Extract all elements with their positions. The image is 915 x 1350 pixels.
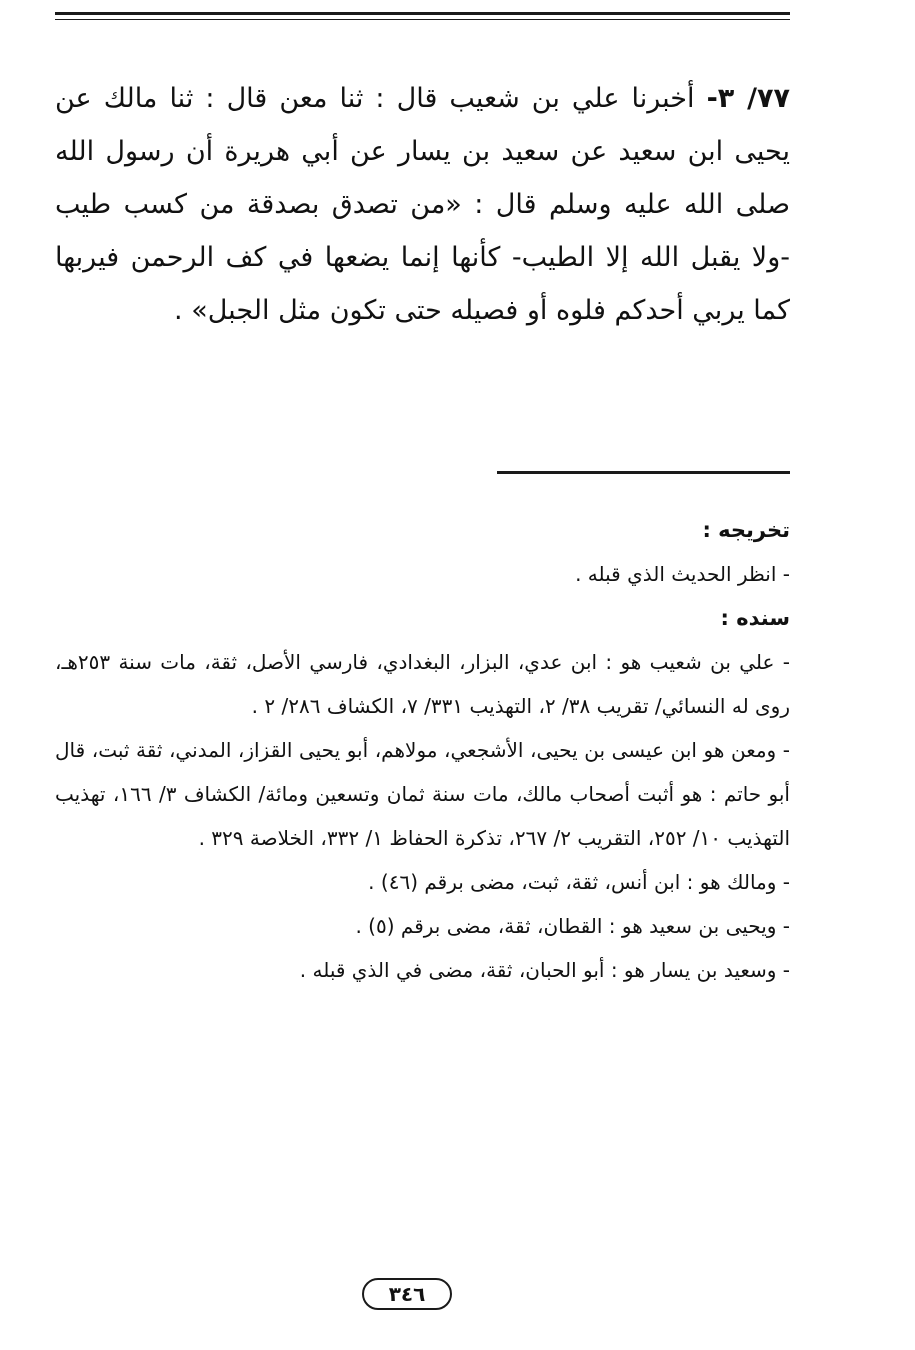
sanad-item-said: - وسعيد بن يسار هو : أبو الحبان، ثقة، مضى في الذي قبله . xyxy=(299,958,790,982)
hadith-text xyxy=(55,72,790,337)
takhrij-item: - انظر الحديث الذي قبله . xyxy=(575,562,790,586)
header-rule-thin xyxy=(55,19,790,20)
sanad-item-malik: - ومالك هو : ابن أنس، ثقة، ثبت، مضى برقم (٤٦) . xyxy=(368,870,790,894)
header-rule-thick xyxy=(55,12,790,15)
sanad-item-maan: - ومعن هو ابن عيسى بن يحيى، الأشجعي، مولاهم، أبو يحيى القزاز، المدني، ثقة ثبت، قال أبو حاتم : هو أثبت أصحاب مالك، مات سنة ثمان وتسعين ومائة/ الكشاف ٣/ ١٦٦، تهذيب التهذيب ١٠/ ٢٥٢، التقريب ٢/ ٢٦٧، تذكرة الحفاظ ١/ ٣٣٢، الخلاصة ٣٢٩ . xyxy=(55,738,790,850)
sanad-item-yahya: - ويحيى بن سعيد هو : القطان، ثقة، مضى برقم (٥) . xyxy=(355,914,790,938)
hadith-number: ٧٧/ ٣- xyxy=(706,83,790,114)
sanad-heading: سنده : xyxy=(720,606,790,630)
page-number: ٣٤٦ xyxy=(362,1278,452,1310)
takhrij-heading: تخريجه : xyxy=(702,518,790,542)
hadith-body: أخبرنا علي بن شعيب قال : ثنا معن قال : ثنا مالك عن يحيى ابن سعيد عن سعيد بن يسار عن أبي هريرة أن رسول الله صلى الله عليه وسلم قال : «من تصدق بصدقة من كسب طيب -ولا يقبل الله إلا الطيب- كأنها إنما يضعها في كف الرحمن فيربها كما يربي أحدكم فلوه أو فصيله حتى تكون مثل الجبل» . xyxy=(55,83,790,326)
notes-section xyxy=(55,508,790,992)
sanad-item-ali: - علي بن شعيب هو : ابن عدي، البزار، البغدادي، فارسي الأصل، ثقة، مات سنة ٢٥٣هـ، روى له النسائي/ تقريب ٣٨/ ٢، التهذيب ٣٣١/ ٧، الكشاف ٢٨٦/ ٢ . xyxy=(55,650,790,718)
footnote-separator xyxy=(497,471,790,474)
